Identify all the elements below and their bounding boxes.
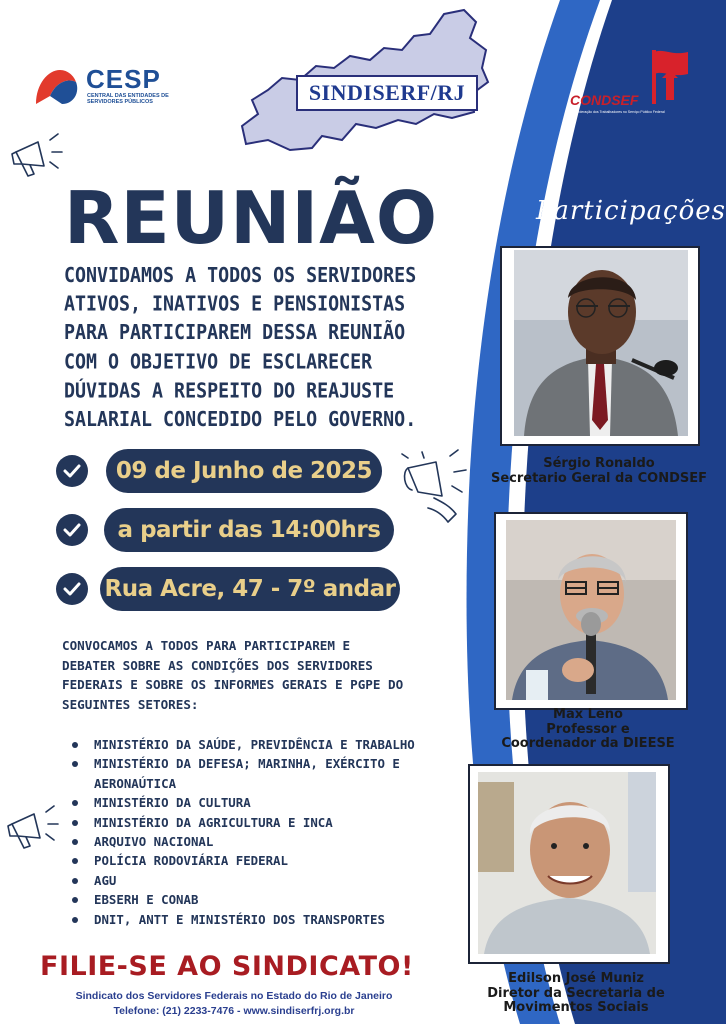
condsef-subtitle: Confederação dos Trabalhadores no Serviço Público Federal: [570, 110, 665, 114]
list-item: POLÍCIA RODOVIÁRIA FEDERAL: [72, 851, 454, 870]
red-flag-icon: [648, 48, 692, 106]
footer-contact: Telefone: (21) 2233-7476 - www.sindiserfrj.org.br: [113, 1005, 355, 1017]
participant-role: Diretor da Secretaria de: [487, 985, 665, 1001]
participants-heading: Participações: [536, 196, 726, 226]
list-item: MINISTÉRIO DA AGRICULTURA E INCA: [72, 813, 454, 832]
sector-list: [72, 735, 454, 929]
list-item: MINISTÉRIO DA CULTURA: [72, 793, 454, 812]
participant-name: Sérgio Ronaldo: [543, 456, 655, 471]
participant-name: Max Leno: [553, 707, 623, 722]
participant-role: Coordenador da DIEESE: [501, 736, 675, 751]
megaphone-icon-bottom: [6, 800, 62, 854]
participant-photo-sergio: [514, 250, 688, 436]
footer-organization: Sindicato dos Servidores Federais no Estado do Rio de Janeiro: [75, 990, 393, 1002]
call-to-action: FILIE-SE AO SINDICATO!: [40, 951, 414, 982]
portrait-image: [514, 250, 688, 436]
intro-line: SALARIAL CONCEDIDO PELO GOVERNO.: [64, 408, 417, 432]
participant-photo-edilson: [478, 772, 656, 954]
event-date: 09 de Junho de 2025: [115, 458, 373, 484]
convocation-paragraph: [62, 636, 422, 714]
list-item: EBSERH E CONAB: [72, 890, 454, 909]
participant-role: Secretario Geral da CONDSEF: [490, 471, 708, 486]
condsef-logo: [564, 48, 694, 120]
participant-caption-edilson: [466, 972, 686, 1016]
portrait-image: [478, 772, 656, 954]
convocation-line: SEGUINTES SETORES:: [62, 696, 199, 712]
event-address: Rua Acre, 47 - 7º andar: [104, 576, 396, 602]
list-item: AGU: [72, 871, 454, 890]
megaphone-hand-icon: [398, 448, 474, 532]
condsef-name: CONDSEF: [570, 92, 639, 108]
intro-line: CONVIDAMOS A TODOS OS SERVIDORES: [64, 264, 417, 288]
participant-photo-max: [506, 520, 676, 700]
list-item: DNIT, ANTT E MINISTÉRIO DOS TRANSPORTES: [72, 910, 454, 929]
intro-line: PARA PARTICIPAREM DESSA REUNIÃO: [64, 321, 406, 345]
page-title: REUNIÃO: [64, 176, 439, 260]
cesp-logo: [34, 64, 184, 110]
address-pill: [100, 567, 400, 611]
participant-role: Professor e: [546, 721, 630, 737]
check-icon: [56, 455, 88, 487]
participant-role: Movimentos Sociais: [503, 1000, 649, 1015]
list-item: ARQUIVO NACIONAL: [72, 832, 454, 851]
check-icon: [56, 573, 88, 605]
intro-paragraph: [64, 262, 484, 435]
cesp-subtitle: CENTRAL DAS ENTIDADES DE SERVIDORES PÚBLICOS: [87, 93, 169, 105]
intro-line: COM O OBJETIVO DE ESCLARECER: [64, 350, 373, 374]
list-item: MINISTÉRIO DA SAÚDE, PREVIDÊNCIA E TRABALHO: [72, 735, 454, 754]
portrait-image: [506, 520, 676, 700]
participant-caption-max: [474, 708, 702, 752]
convocation-line: FEDERAIS E SOBRE OS INFORMES GERAIS E PGPE DO: [62, 677, 404, 692]
intro-line: ATIVOS, INATIVOS E PENSIONISTAS: [64, 293, 406, 317]
time-pill: [104, 508, 394, 552]
event-time: a partir das 14:00hrs: [117, 517, 381, 543]
cesp-emblem-icon: [34, 66, 80, 106]
list-item: MINISTÉRIO DA DEFESA; MARINHA, EXÉRCITO E AERONAÚTICA: [72, 754, 454, 793]
participant-caption-sergio: [472, 456, 726, 486]
check-icon: [56, 514, 88, 546]
cesp-name: CESP: [86, 64, 161, 94]
convocation-line: CONVOCAMOS A TODOS PARA PARTICIPAREM E: [62, 638, 351, 653]
sindiserf-logo: [238, 8, 492, 158]
convocation-line: DEBATER SOBRE AS CONDIÇÕES DOS SERVIDORES: [62, 657, 373, 673]
sindiserf-name: SINDISERF/RJ: [296, 75, 478, 111]
megaphone-icon: [8, 126, 70, 182]
date-pill: [106, 449, 382, 493]
participant-name: Edilson José Muniz: [508, 971, 644, 986]
intro-line: DÚVIDAS A RESPEITO DO REAJUSTE: [64, 379, 395, 403]
